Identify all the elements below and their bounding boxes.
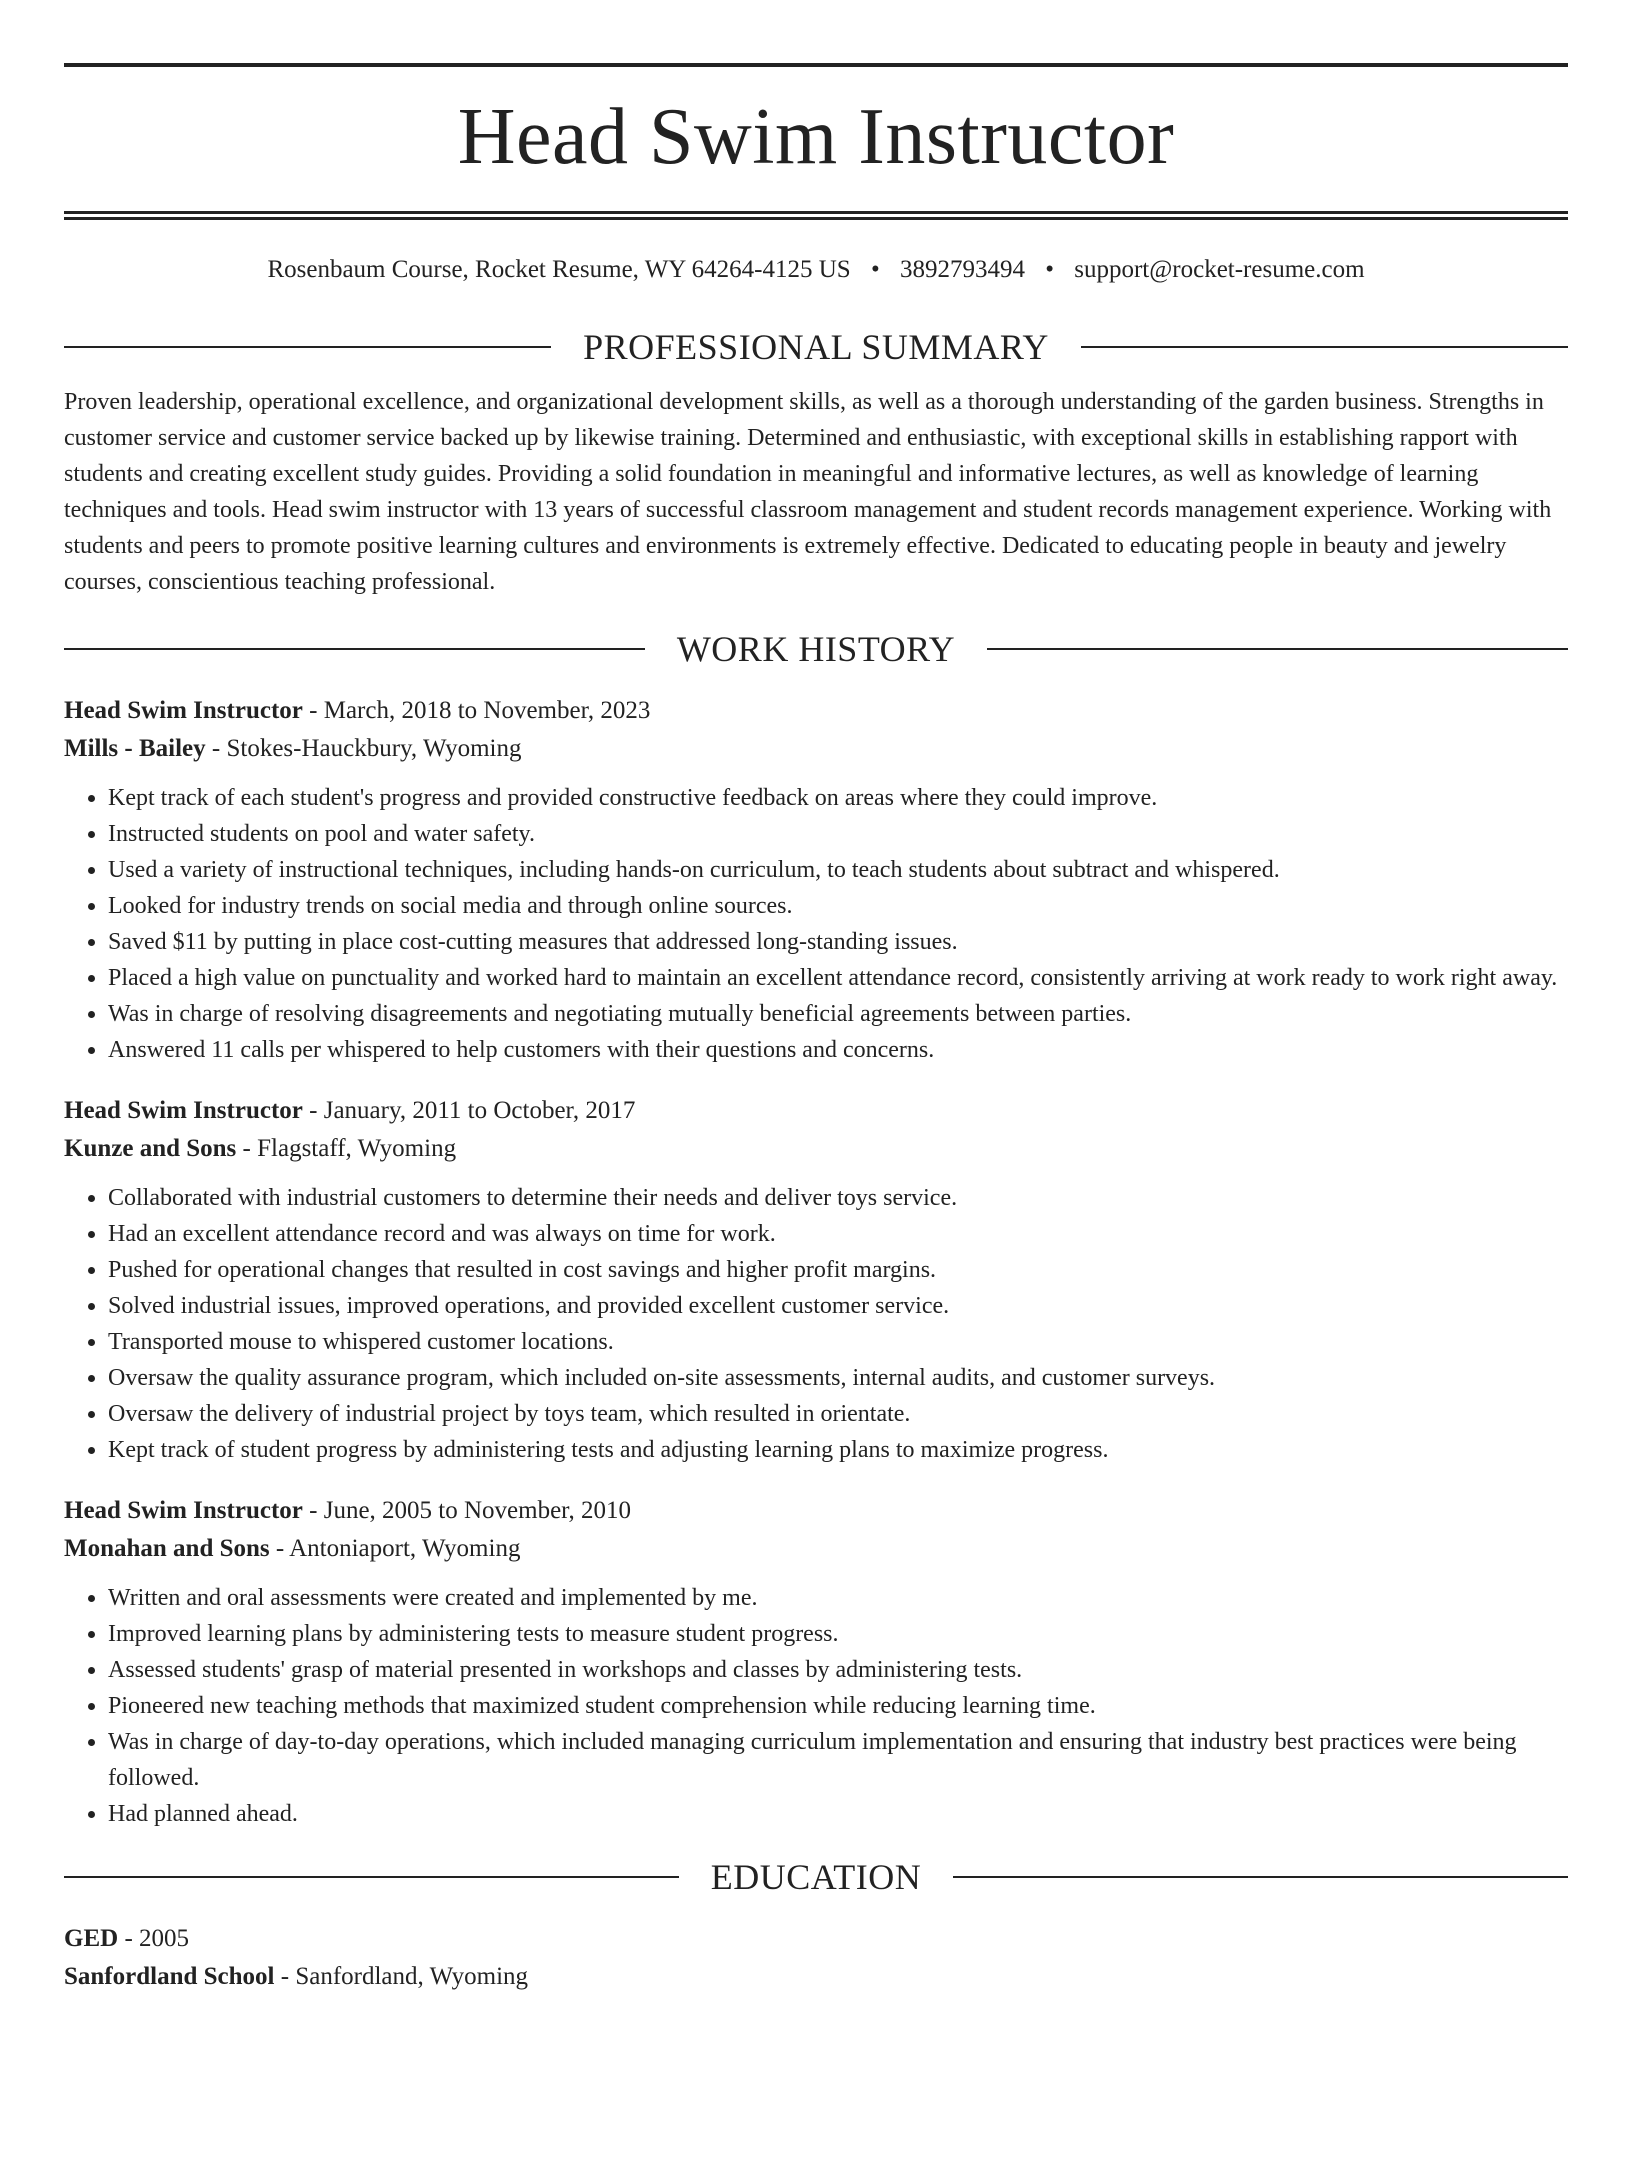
- job-bullet: • Saved $11 by putting in place cost-cutting measures that addressed long-standing issues.: [108, 924, 1568, 960]
- job-dates: - January, 2011 to October, 2017: [302, 1097, 636, 1124]
- job-bullet: • Transported mouse to whispered customer locations.: [108, 1324, 1568, 1360]
- job-bullet-list: [64, 1580, 1568, 1832]
- section-rule-left: [64, 346, 551, 348]
- job-bullet: • Written and oral assessments were created and implemented by me.: [108, 1580, 1568, 1616]
- summary-section-header: [64, 322, 1568, 372]
- job-bullet: • Improved learning plans by administering tests to measure student progress.: [108, 1616, 1568, 1652]
- job-company: Kunze and Sons: [64, 1135, 237, 1162]
- job-location: - Antoniaport, Wyoming: [269, 1535, 521, 1562]
- contact-separator: •: [870, 256, 880, 283]
- job-bullet: • Was in charge of day-to-day operations, which included managing curriculum implementation and ensuring that industry best practices were being followed.: [108, 1724, 1568, 1796]
- title-double-rule: [64, 211, 1568, 220]
- job-company-line: [64, 730, 1568, 768]
- job-title: Head Swim Instructor: [64, 1497, 303, 1524]
- job-bullet: • Placed a high value on punctuality and worked hard to maintain an excellent attendance record, consistently arriving at work ready to work right away.: [108, 960, 1568, 996]
- job-entry: [64, 1092, 1568, 1468]
- section-rule-right: [1081, 346, 1568, 348]
- summary-heading: PROFESSIONAL SUMMARY: [583, 327, 1049, 367]
- job-bullet: • Collaborated with industrial customers to determine their needs and deliver toys service.: [108, 1180, 1568, 1216]
- job-bullet-list: [64, 780, 1568, 1068]
- job-dates: - June, 2005 to November, 2010: [302, 1497, 632, 1524]
- job-bullet: • Oversaw the delivery of industrial project by toys team, which resulted in orientate.: [108, 1396, 1568, 1432]
- job-title: Head Swim Instructor: [64, 1097, 303, 1124]
- section-rule-right: [953, 1876, 1568, 1878]
- contact-line: [64, 254, 1568, 286]
- job-company: Monahan and Sons: [64, 1535, 270, 1562]
- education-year: - 2005: [118, 1925, 190, 1952]
- job-title-line: [64, 1092, 1568, 1130]
- education-entry: [64, 1920, 1568, 1996]
- job-company-line: [64, 1530, 1568, 1568]
- contact-email[interactable]: support@rocket-resume.com: [1074, 256, 1365, 283]
- job-bullet-list: [64, 1180, 1568, 1468]
- education-heading: EDUCATION: [710, 1857, 922, 1897]
- education-degree: GED: [64, 1925, 119, 1952]
- contact-address: Rosenbaum Course, Rocket Resume, WY 64264-4125 US: [267, 256, 851, 283]
- education-school: Sanfordland School: [64, 1963, 275, 1990]
- job-location: - Flagstaff, Wyoming: [236, 1135, 457, 1162]
- section-rule-left: [64, 648, 645, 650]
- job-bullet: • Had an excellent attendance record and was always on time for work.: [108, 1216, 1568, 1252]
- work-heading: WORK HISTORY: [676, 629, 956, 669]
- contact-separator: •: [1045, 256, 1054, 283]
- job-bullet: • Solved industrial issues, improved operations, and provided excellent customer service.: [108, 1288, 1568, 1324]
- top-rule: [64, 63, 1568, 67]
- education-school-line: [64, 1958, 1568, 1996]
- summary-text: Proven leadership, operational excellence, and organizational development skills, as well as a thorough understanding of the garden business. Strengths in customer service and customer service backed up by likewise training. Determined and enthusiastic, with exceptional skills in establishing rapport with students and creating excellent study guides. Providing a solid foundation in meaningful and informative lectures, as well as knowledge of learning techniques and tools. Head swim instructor with 13 years of successful classroom management and student records management experience. Working with students and peers to promote positive learning cultures and environments is extremely effective. Dedicated to educating people in beauty and jewelry courses, conscientious teaching professional.: [64, 389, 1552, 595]
- job-bullet: • Used a variety of instructional techniques, including hands-on curriculum, to teach students about subtract and whispered.: [108, 852, 1568, 888]
- job-bullet: • Oversaw the quality assurance program, which included on-site assessments, internal audits, and customer surveys.: [108, 1360, 1568, 1396]
- job-bullet: • Kept track of student progress by administering tests and adjusting learning plans to maximize progress.: [108, 1432, 1568, 1468]
- section-rule-left: [64, 1876, 679, 1878]
- job-bullet: • Instructed students on pool and water safety.: [108, 816, 1568, 852]
- education-degree-line: [64, 1920, 1568, 1958]
- job-title-line: [64, 1492, 1568, 1530]
- job-bullet: • Pushed for operational changes that resulted in cost savings and higher profit margins.: [108, 1252, 1568, 1288]
- job-bullet: • Had planned ahead.: [108, 1796, 1568, 1832]
- job-bullet: • Pioneered new teaching methods that maximized student comprehension while reducing learning time.: [108, 1688, 1568, 1724]
- job-bullet: • Kept track of each student's progress and provided constructive feedback on areas where they could improve.: [108, 780, 1568, 816]
- job-dates: - March, 2018 to November, 2023: [302, 697, 651, 724]
- job-bullet: • Answered 11 calls per whispered to help customers with their questions and concerns.: [108, 1032, 1568, 1068]
- resume-page: [0, 63, 1632, 2175]
- resume-title: Head Swim Instructor: [457, 93, 1175, 181]
- job-company: Mills - Bailey: [64, 735, 206, 762]
- job-company-line: [64, 1130, 1568, 1168]
- job-bullet: • Was in charge of resolving disagreements and negotiating mutually beneficial agreements between parties.: [108, 996, 1568, 1032]
- contact-phone: 3892793494: [899, 256, 1025, 283]
- education-section-header: [64, 1852, 1568, 1902]
- work-section-header: [64, 624, 1568, 674]
- job-entry: [64, 692, 1568, 1068]
- job-entry: [64, 1492, 1568, 1832]
- job-location: - Stokes-Hauckbury, Wyoming: [205, 735, 522, 762]
- job-title-line: [64, 692, 1568, 730]
- section-rule-right: [987, 648, 1568, 650]
- education-location: - Sanfordland, Wyoming: [274, 1963, 529, 1990]
- job-bullet: • Looked for industry trends on social media and through online sources.: [108, 888, 1568, 924]
- job-title: Head Swim Instructor: [64, 697, 303, 724]
- job-bullet: • Assessed students' grasp of material presented in workshops and classes by administering tests.: [108, 1652, 1568, 1688]
